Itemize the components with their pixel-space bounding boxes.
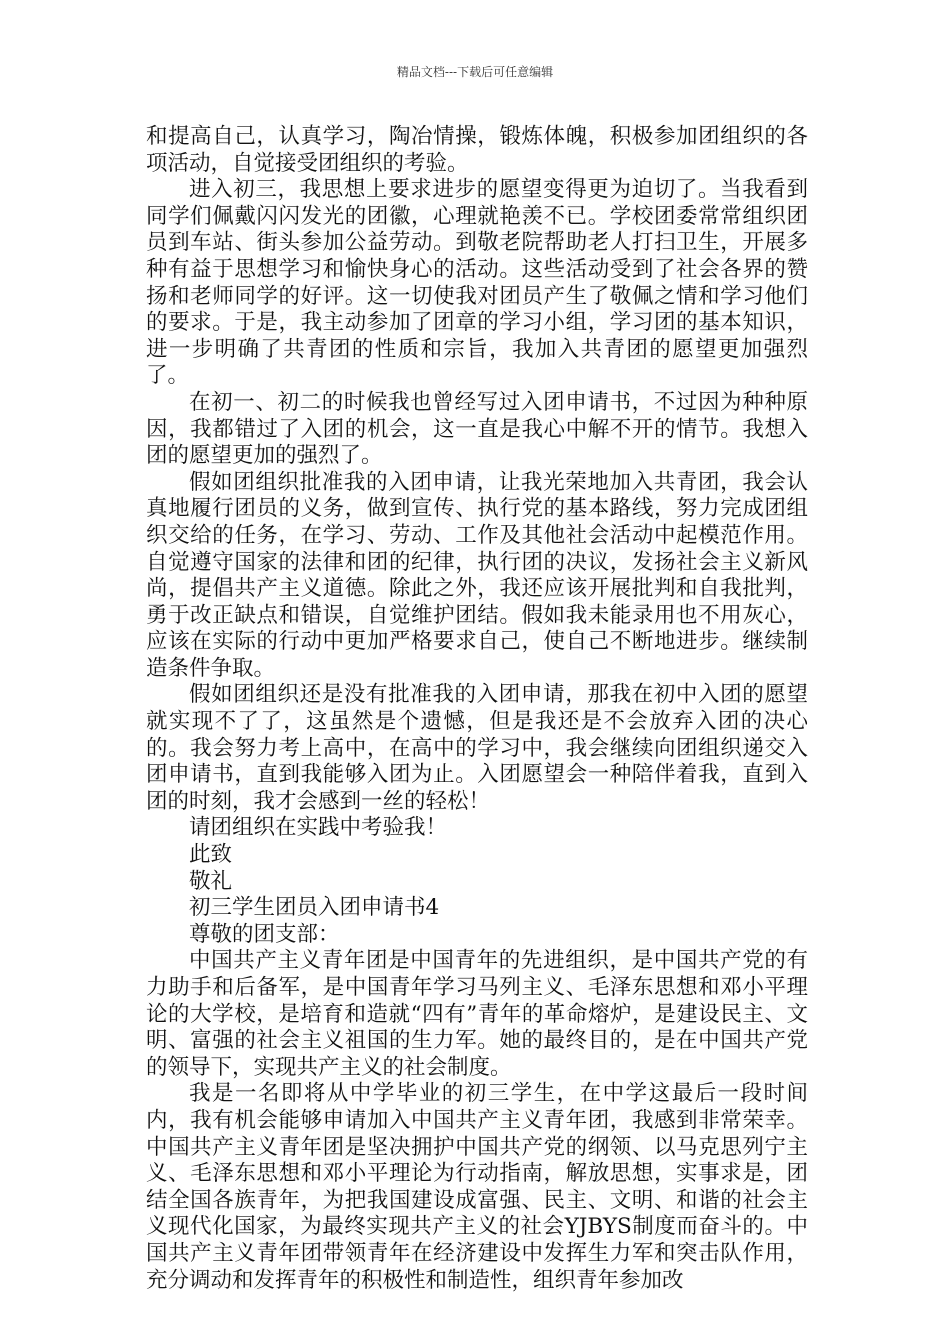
page-header: 精品文档---下载后可任意编辑 xyxy=(396,65,554,79)
paragraph-5: 假如团组织还是没有批准我的入团申请，那我在初中入团的愿望就实现不了了，这虽然是个遗憾，但是我还是不会放弃入团的决心的。我会努力考上高中，在高中的学习中，我会继续向团组织递交入团申请书，直到我能够入团为止。入团愿望会一种陪伴着我，直到入团的时刻，我才会感到一丝的轻松！ xyxy=(146,682,808,814)
paragraph-4: 假如团组织批准我的入团申请，让我光荣地加入共青团，我会认真地履行团员的义务，做到宣传、执行党的基本路线，努力完成团组织交给的任务，在学习、劳动、工作及其他社会活动中起模范作用。自觉遵守国家的法律和团的纪律，执行团的决议，发扬社会主义新风尚，提倡共产主义道德。除此之外，我还应该开展批判和自我批判，勇于改正缺点和错误，自觉维护团结。假如我未能录用也不用灰心，应该在实际的行动中更加严格要求自己，使自己不断地进步。继续制造条件争取。 xyxy=(146,469,808,681)
paragraph-2: 进入初三，我思想上要求进步的愿望变得更为迫切了。当我看到同学们佩戴闪闪发光的团徽，心理就艳羡不已。学校团委常常组织团员到车站、街头参加公益劳动。到敬老院帮助老人打扫卫生，开展多种有益于思想学习和愉快身心的活动。这些活动受到了社会各界的赞扬和老师同学的好评。这一切使我对团员产生了敬佩之情和学习他们的要求。于是，我主动参加了团章的学习小组，学习团的基本知识，进一步明确了共青团的性质和宗旨，我加入共青团的愿望更加强烈了。 xyxy=(146,177,808,389)
document-body xyxy=(146,124,808,1294)
paragraph-3: 在初一、初二的时候我也曾经写过入团申请书，不过因为种种原因，我都错过了入团的机会，这一直是我心中解不开的情节。我想入团的愿望更加的强烈了。 xyxy=(146,389,808,469)
section-title: 初三学生团员入团申请书4 xyxy=(189,895,440,921)
paragraph-7: 我是一名即将从中学毕业的初三学生，在中学这最后一段时间内，我有机会能够申请加入中国共产主义青年团，我感到非常荣幸。中国共产主义青年团是坚决拥护中国共产党的纲领、以马克思列宁主义、毛泽东思想和邓小平理论为行动指南，解放思想，实事求是，团结全国各族青年，为把我国建设成富强、民主、文明、和谐的社会主义现代化国家，为最终实现共产主义的社会YJBYS制度而奋斗的。中国共产主义青年团带领青年在经济建设中发挥生力军和突击队作用，充分调动和发挥青年的积极性和制造性，组织青年参加改 xyxy=(146,1081,808,1293)
paragraph-1: 和提高自己，认真学习，陶冶情操，锻炼体魄，积极参加团组织的各项活动，自觉接受团组织的考验。 xyxy=(146,124,808,176)
closing-request-line: 请团组织在实践中考验我！ xyxy=(189,815,448,841)
salutation-line-2: 敬礼 xyxy=(189,868,233,894)
salutation-line-1: 此致 xyxy=(189,842,233,868)
greeting-line: 尊敬的团支部： xyxy=(189,921,340,947)
paragraph-6: 中国共产主义青年团是中国青年的先进组织，是中国共产党的有力助手和后备军，是中国青年学习马列主义、毛泽东思想和邓小平理论的大学校，是培育和造就“四有”青年的革命熔炉，是建设民主、文明、富强的社会主义祖国的生力军。她的最终目的，是在中国共产党的领导下，实现共产主义的社会制度。 xyxy=(146,948,808,1080)
